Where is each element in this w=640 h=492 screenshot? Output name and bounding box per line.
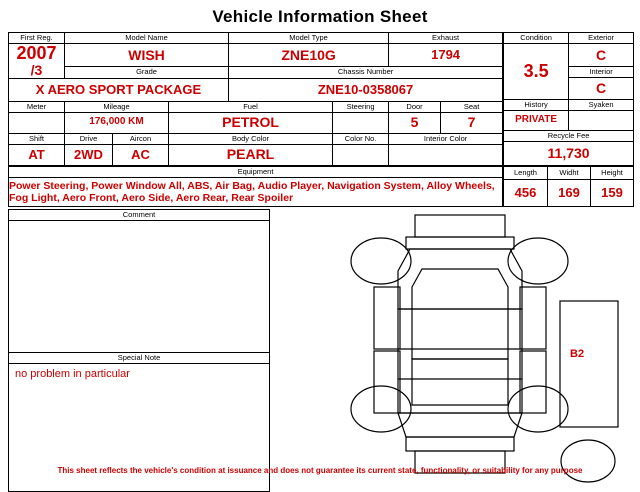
diagram-mark-b2: B2 <box>570 347 585 360</box>
steering-label: Steering <box>333 101 389 112</box>
history-label: History <box>504 100 569 111</box>
interior-color-label: Interior Color <box>389 133 503 144</box>
table-row <box>504 130 634 141</box>
exterior-label: Exterior <box>569 33 634 44</box>
comment-header: Comment <box>9 210 269 221</box>
drive-value: 2WD <box>65 144 113 165</box>
table-row <box>9 133 503 144</box>
aircon-label: Aircon <box>113 133 169 144</box>
mileage-label: Mileage <box>65 101 169 112</box>
width-label: Widht <box>548 166 591 180</box>
table-row <box>504 166 634 180</box>
grade-value: X AERO SPORT PACKAGE <box>9 78 229 101</box>
chassis-number-value: ZNE10-0358067 <box>229 78 503 101</box>
footer-disclaimer: This sheet reflects the vehicle's condition at issuance and does not guarantee its current state, functionality, or suitability for any purpose <box>57 466 583 475</box>
recycle-fee-value: 11,730 <box>504 142 634 166</box>
table-row <box>9 78 503 101</box>
meter-value <box>9 112 65 133</box>
table-row <box>9 144 503 165</box>
header-tables <box>8 32 632 166</box>
seat-label: Seat <box>441 101 503 112</box>
table-row <box>504 100 634 111</box>
exterior-value: C <box>569 44 634 66</box>
comment-column <box>8 209 270 492</box>
first-reg-value <box>9 44 65 79</box>
interior-label: Interior <box>569 66 634 77</box>
table-row <box>504 33 634 44</box>
interior-color-value <box>389 144 503 165</box>
table-row <box>504 111 634 130</box>
lower-section <box>8 209 632 492</box>
width-value: 169 <box>548 180 591 206</box>
page-title: Vehicle Information Sheet <box>212 7 428 26</box>
color-no-value <box>333 144 389 165</box>
syaken-value <box>569 111 634 130</box>
equipment-value: Power Steering, Power Window All, ABS, Air Bag, Audio Player, Navigation System, Alloy Wheels, Fog Light, Aero Front, Aero Side, Aero Rear, Rear Spoiler <box>9 179 495 204</box>
door-value: 5 <box>389 112 441 133</box>
drive-label: Drive <box>65 133 113 144</box>
condition-label: Condition <box>504 33 569 44</box>
fuel-value: PETROL <box>169 112 333 133</box>
body-color-value: PEARL <box>169 144 333 165</box>
length-label: Length <box>504 166 548 180</box>
condition-table <box>503 32 634 166</box>
color-no-label: Color No. <box>333 133 389 144</box>
fuel-label: Fuel <box>169 101 333 112</box>
first-reg-year: 2007 <box>16 43 57 63</box>
chassis-number-label: Chassis Number <box>229 67 503 78</box>
table-row <box>9 33 503 44</box>
special-note-text: no problem in particular <box>15 367 130 380</box>
height-label: Height <box>591 166 634 180</box>
meter-label: Meter <box>9 101 65 112</box>
comment-body <box>9 221 269 352</box>
exhaust-label: Exhaust <box>389 33 503 44</box>
condition-value: 3.5 <box>504 44 569 100</box>
table-row <box>504 142 634 166</box>
mileage-value: 176,000 KM <box>65 112 169 133</box>
first-reg-month: /3 <box>30 61 43 78</box>
table-row <box>504 180 634 206</box>
table-row <box>9 177 503 206</box>
table-row <box>9 166 503 177</box>
special-note-header: Special Note <box>9 352 269 364</box>
history-value: PRIVATE <box>504 111 569 130</box>
vehicle-details-table <box>8 32 503 166</box>
table-row <box>9 44 503 67</box>
exhaust-value: 1794 <box>389 44 503 67</box>
length-value: 456 <box>504 180 548 206</box>
body-color-label: Body Color <box>169 133 333 144</box>
door-label: Door <box>389 101 441 112</box>
vehicle-diagram <box>270 209 628 492</box>
table-row <box>9 67 503 78</box>
equipment-table <box>8 166 503 207</box>
table-row <box>9 101 503 112</box>
comment-box <box>8 209 270 492</box>
equipment-value-cell <box>9 177 503 206</box>
height-value: 159 <box>591 180 634 206</box>
grade-label: Grade <box>65 67 229 78</box>
equipment-and-dimensions <box>8 166 632 207</box>
model-type-label: Model Type <box>229 33 389 44</box>
recycle-fee-label: Recycle Fee <box>504 130 634 141</box>
steering-value <box>333 112 389 133</box>
model-name-label: Model Name <box>65 33 229 44</box>
model-name-value: WISH <box>65 44 229 67</box>
interior-value: C <box>569 77 634 99</box>
dimensions-table <box>503 166 634 207</box>
seat-value: 7 <box>441 112 503 133</box>
equipment-label: Equipment <box>9 166 503 177</box>
aircon-value: AC <box>113 144 169 165</box>
model-type-value: ZNE10G <box>229 44 389 67</box>
shift-label: Shift <box>9 133 65 144</box>
table-row <box>9 112 503 133</box>
first-reg-label: First Reg. <box>9 33 65 44</box>
shift-value: AT <box>9 144 65 165</box>
syaken-label: Syaken <box>569 100 634 111</box>
table-row <box>504 44 634 66</box>
